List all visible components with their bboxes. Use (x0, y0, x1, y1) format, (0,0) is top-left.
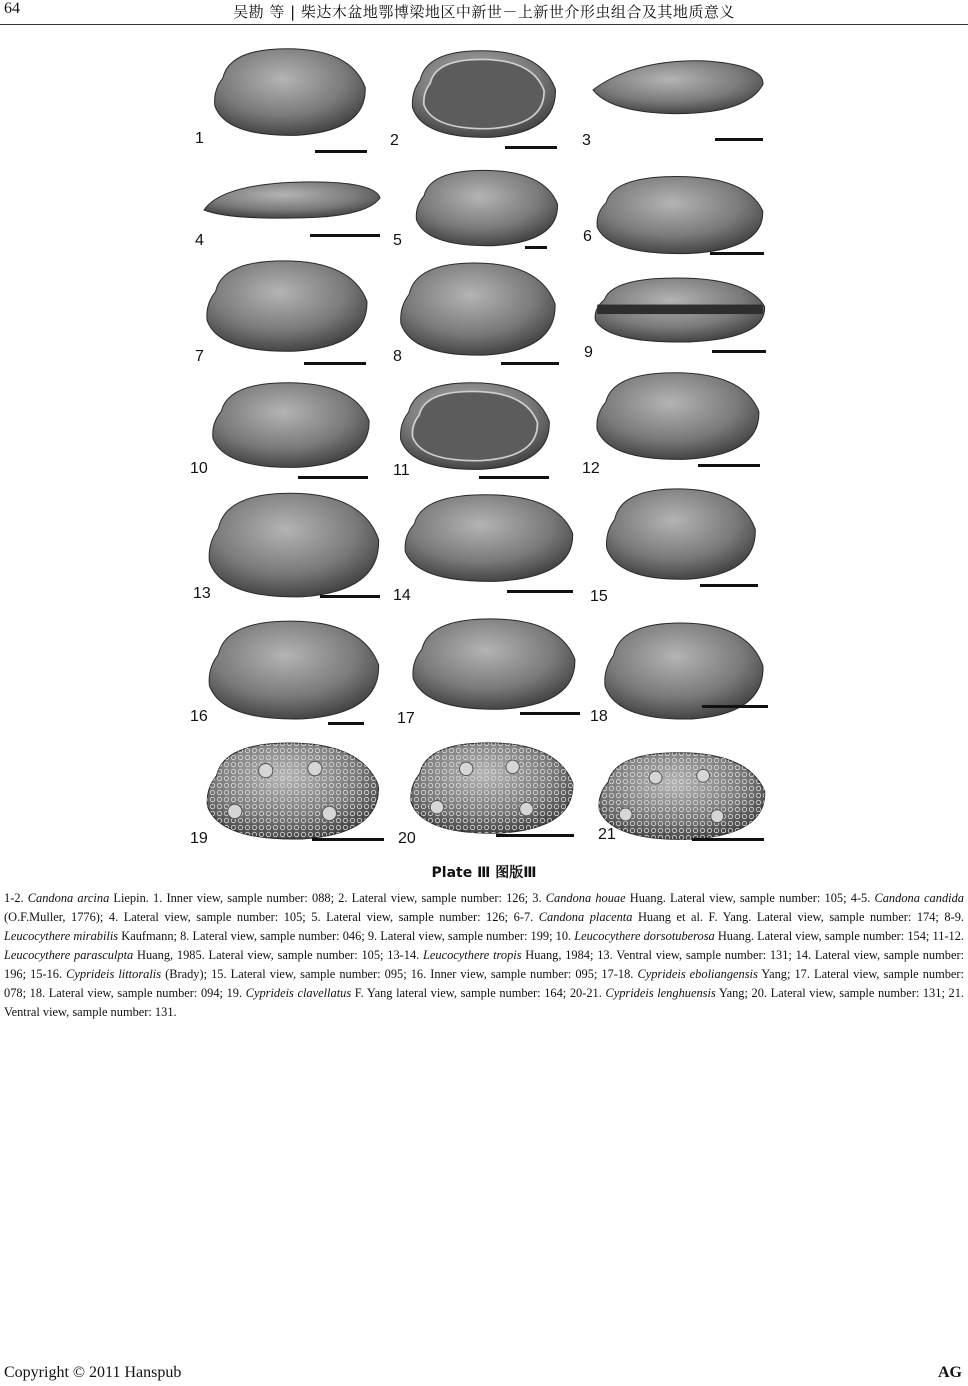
species-name: Cyprideis lenghuensis (605, 986, 716, 1000)
scale-bar (692, 838, 764, 841)
ostracod-shell-image (408, 48, 560, 140)
caption-text: 1-2. (4, 891, 28, 905)
specimen-figure (204, 490, 384, 600)
header-divider (0, 24, 968, 25)
scale-bar (312, 838, 384, 841)
scale-bar (520, 712, 580, 715)
caption-text: Huang, 1985. Lateral view, sample number: 105; 13-14. (133, 948, 424, 962)
scale-bar (479, 476, 549, 479)
figure-number: 17 (397, 710, 415, 727)
ostracod-shell-image (208, 380, 374, 470)
figure-number: 20 (398, 830, 416, 847)
specimen-figure (408, 48, 560, 140)
journal-abbreviation: AG (938, 1364, 962, 1381)
species-name: Leucocythere parasculpta (4, 948, 134, 962)
scale-bar (507, 590, 573, 593)
figure-number: 2 (390, 132, 399, 149)
species-name: Leucocythere tropis (423, 948, 522, 962)
figure-number: 3 (582, 132, 591, 149)
scale-bar (700, 584, 758, 587)
figure-number: 9 (584, 344, 593, 361)
specimen-figure (400, 492, 578, 584)
scale-bar (298, 476, 368, 479)
species-name: Candona houae (545, 891, 626, 905)
caption-text: Huang. Lateral view, sample number: 105; 4-5. (625, 891, 875, 905)
caption-text: Huang. Lateral view, sample number: 154; 11-12. (714, 929, 965, 943)
caption-text: Huang, 1984; 13. Ventral view, sample number: 131; 14. Lateral view, sample number: 196; 15-16. (4, 948, 965, 981)
figure-number: 1 (195, 130, 204, 147)
ostracod-shell-image (590, 276, 770, 344)
figure-number: 11 (393, 462, 410, 479)
figure-number: 4 (195, 232, 204, 249)
species-name: Leucocythere dorsotuberosa (574, 929, 715, 943)
specimen-figure (406, 740, 578, 836)
scale-bar (501, 362, 559, 365)
specimen-figure (396, 260, 560, 358)
specimen-figure (202, 258, 372, 354)
figure-number: 5 (393, 232, 402, 249)
specimen-figure (602, 486, 760, 582)
ostracod-shell-image (602, 486, 760, 582)
scale-bar (496, 834, 574, 837)
ostracod-shell-image (400, 492, 578, 584)
species-name: Cyprideis eboliangensis (637, 967, 758, 981)
specimen-figure (592, 174, 768, 256)
scale-bar (698, 464, 760, 467)
species-name: Candona placenta (538, 910, 633, 924)
ostracod-shell-image (202, 740, 384, 842)
caption-text: Huang et al. F. Yang. Lateral view, sample number: 174; 8-9. (632, 910, 964, 924)
ostracod-shell-image (592, 174, 768, 256)
specimen-figure (204, 618, 384, 722)
ostracod-shell-image (408, 616, 580, 712)
scale-bar (505, 146, 557, 149)
caption-text: (Brady); 15. Lateral view, sample number: 095; 16. Inner view, sample number: 095; 17-18. (161, 967, 638, 981)
specimen-figure (208, 380, 374, 470)
caption-text: F. Yang lateral view, sample number: 164; 20-21. (351, 986, 606, 1000)
ostracod-shell-image (202, 258, 372, 354)
page-header (0, 0, 968, 24)
scale-bar (315, 150, 367, 153)
ostracod-shell-image (396, 380, 554, 472)
figure-number: 6 (583, 228, 592, 245)
caption-text: (O.F.Muller, 1776); 4. Lateral view, sample number: 105; 5. Lateral view, sample number: 126; 6-7. (4, 910, 539, 924)
figure-number: 16 (190, 708, 208, 725)
specimen-figure (590, 276, 770, 344)
ostracod-shell-image (210, 46, 370, 138)
ostracod-shell-image (406, 740, 578, 836)
ostracod-shell-image (592, 370, 764, 462)
caption-text: Kaufmann; 8. Lateral view, sample number: 046; 9. Lateral view, sample number: 199; 10. (118, 929, 575, 943)
scale-bar (320, 595, 380, 598)
species-name: Candona candida (874, 891, 964, 905)
caption-text: Liepin. 1. Inner view, sample number: 088; 2. Lateral view, sample number: 126; 3. (109, 891, 546, 905)
specimen-figure (594, 750, 770, 842)
species-name: Candona arcina (27, 891, 110, 905)
scale-bar (715, 138, 763, 141)
figure-caption (4, 889, 964, 1022)
species-name: Leucocythere mirabilis (4, 929, 119, 943)
figure-number: 18 (590, 708, 608, 725)
scale-bar (702, 705, 768, 708)
caption-text: Yang; 20. Lateral view, sample number: 131; 21. Ventral view, sample number: 131. (4, 986, 964, 1019)
copyright-notice: Copyright © 2011 Hanspub (4, 1364, 182, 1381)
running-title: 吴勘 等 | 柴达木盆地鄂博梁地区中新世－上新世介形虫组合及其地质意义 (233, 3, 735, 21)
figure-number: 8 (393, 348, 402, 365)
figure-number: 21 (598, 826, 616, 843)
species-name: Cyprideis clavellatus (245, 986, 352, 1000)
specimen-figure (412, 168, 562, 248)
figure-number: 7 (195, 348, 204, 365)
scale-bar (328, 722, 364, 725)
plate-caption (0, 862, 968, 882)
scale-bar (304, 362, 366, 365)
caption-text: Yang; 17. Lateral view, sample number: 078; 18. Lateral view, sample number: 094; 19. (4, 967, 964, 1000)
specimen-figure (396, 380, 554, 472)
figure-number: 15 (590, 588, 608, 605)
plate-caption-text: Plate Ⅲ 图版Ⅲ (431, 865, 537, 881)
ostracod-shell-image (594, 750, 770, 842)
scale-bar (710, 252, 764, 255)
scale-bar (712, 350, 766, 353)
specimen-figure (210, 46, 370, 138)
figure-number: 13 (193, 585, 211, 602)
fossil-plate (190, 40, 778, 852)
specimen-figure (202, 740, 384, 842)
specimen-figure (592, 370, 764, 462)
species-name: Cyprideis littoralis (66, 967, 162, 981)
ostracod-shell-image (204, 490, 384, 600)
figure-number: 12 (582, 460, 600, 477)
specimen-figure (590, 58, 766, 116)
ostracod-shell-image (204, 618, 384, 722)
specimen-figure (408, 616, 580, 712)
figure-number: 10 (190, 460, 208, 477)
figure-number: 14 (393, 587, 411, 604)
specimen-figure (200, 180, 384, 220)
ostracod-shell-image (200, 180, 384, 220)
scale-bar (310, 234, 380, 237)
figure-number: 19 (190, 830, 208, 847)
ostracod-shell-image (396, 260, 560, 358)
ostracod-shell-image (590, 58, 766, 116)
ostracod-shell-image (412, 168, 562, 248)
page-number: 64 (4, 0, 20, 17)
scale-bar (525, 246, 547, 249)
